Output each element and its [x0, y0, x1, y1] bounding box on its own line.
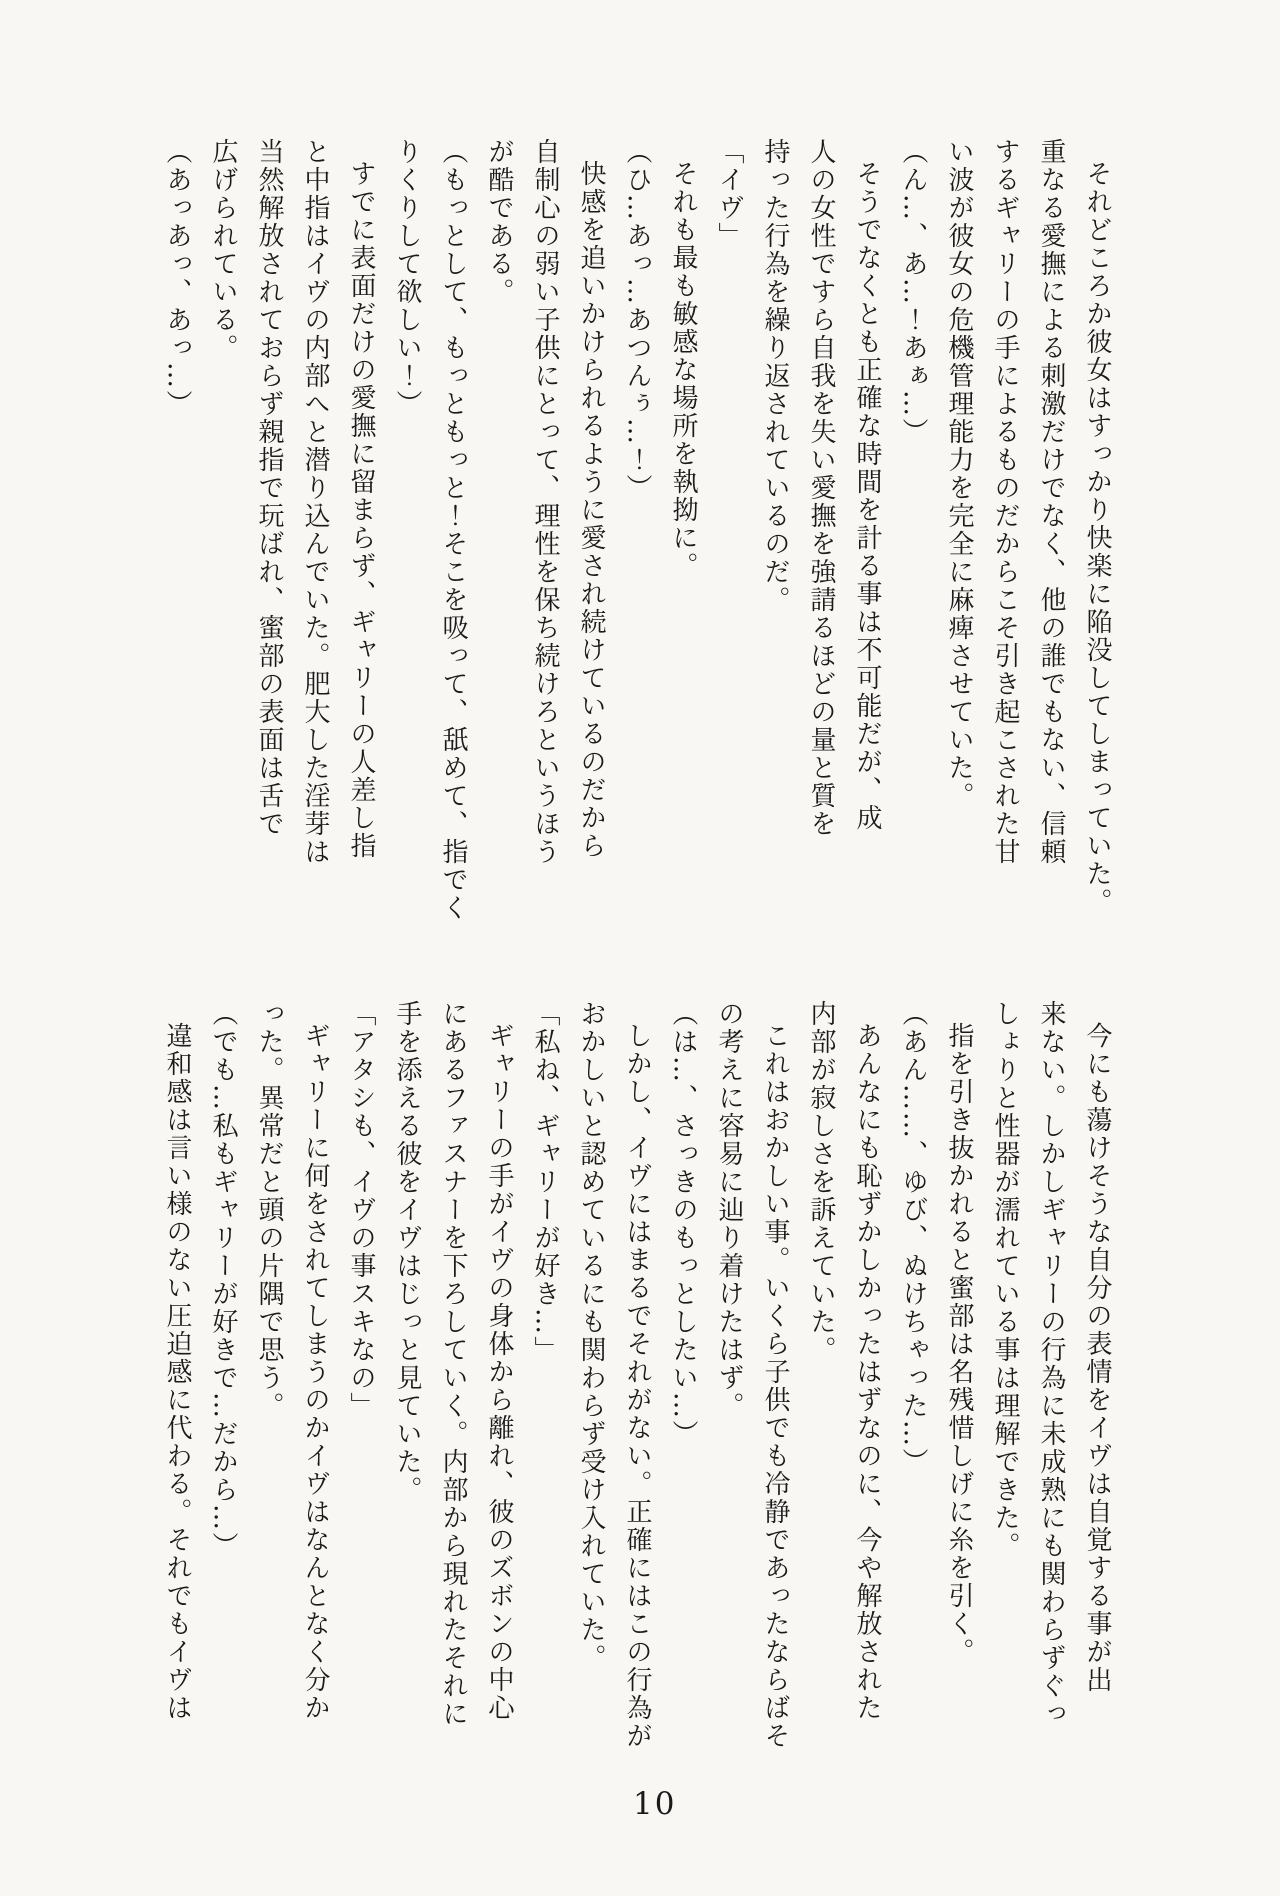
text-line: 今にも蕩けそうな自分の表情をイヴは自覚する事が出	[1082, 1022, 1112, 1694]
text-line: 内部が寂しさを訴えていた。	[806, 1000, 836, 1364]
text-line: しかし、イヴにはまるでそれがない。正確にはこの行為が	[622, 1022, 652, 1750]
text-line: ギャリーに何をされてしまうのかイヴはなんとなく分か	[300, 1022, 330, 1722]
text-line: 「私ね、ギャリーが好き…」	[530, 1000, 560, 1364]
text-line: あんなにも恥ずかしかったはずなのに、今や解放された	[852, 1022, 882, 1722]
text-line: （ん…、あ…！あぁ…）	[898, 138, 928, 446]
text-line: の考えに容易に辿り着けたはず。	[714, 1000, 744, 1420]
text-line: これはおかしい事。いくら子供でも冷静であったならばそ	[760, 1022, 790, 1750]
text-line: 「イヴ」	[714, 138, 744, 250]
text-line: った。異常だと頭の片隅で思う。	[254, 1000, 284, 1420]
bottom-text-block	[154, 1000, 1120, 1762]
text-line: （もっとして、もっともっと！そこを吸って、舐めて、指でく	[438, 138, 468, 922]
text-line: い波が彼女の危機管理能力を完全に麻痺させていた。	[944, 138, 974, 810]
top-text-block	[154, 138, 1120, 944]
text-line: おかしいと認めているにも関わらず受け入れていた。	[576, 1000, 606, 1672]
text-line: 手を添える彼をイヴはじっと見ていた。	[392, 1000, 422, 1504]
text-line: にあるファスナーを下ろしていく。内部から現れたそれに	[438, 1000, 468, 1728]
text-line: それも最も敏感な場所を執拗に。	[668, 160, 698, 580]
text-line: 快感を追いかけられるように愛され続けているのだから	[576, 160, 606, 860]
text-line: しょりと性器が濡れている事は理解できた。	[990, 1000, 1020, 1560]
text-line: 人の女性ですら自我を失い愛撫を強請るほどの量と質を	[806, 138, 836, 838]
text-line: 違和感は言い様のない圧迫感に代わる。それでもイヴは	[162, 1022, 192, 1722]
text-line: 「アタシも、イヴの事スキなの」	[346, 1000, 376, 1420]
text-line: それどころか彼女はすっかり快楽に陥没してしまっていた。	[1082, 160, 1112, 916]
text-line: 持った行為を繰り返されているのだ。	[760, 138, 790, 614]
text-line: りくりして欲しい！）	[392, 138, 422, 418]
text-line: （でも…私もギャリーが好きで…だから…）	[208, 1000, 238, 1560]
text-line: （ひ…あっ…あつんぅ…！）	[622, 138, 652, 502]
text-line: （は…、さっきのもっとしたい…）	[668, 1000, 698, 1448]
text-line: すでに表面だけの愛撫に留まらず、ギャリーの人差し指	[346, 160, 376, 860]
text-line: 自制心の弱い子供にとって、理性を保ち続けろというほう	[530, 138, 560, 866]
text-line: 当然解放されておらず親指で玩ばれ、蜜部の表面は舌で	[254, 138, 284, 838]
text-line: が酷である。	[484, 138, 514, 306]
text-line: そうでなくとも正確な時間を計る事は不可能だが、成	[852, 160, 882, 832]
text-line: するギャリーの手によるものだからこそ引き起こされた甘	[990, 138, 1020, 866]
text-line: （あっあっ、あっ…）	[162, 138, 192, 418]
page-number: 10	[633, 1786, 677, 1822]
text-line: 重なる愛撫による刺激だけでなく、他の誰でもない、信頼	[1036, 138, 1066, 866]
text-line: （あん……、ゆび、ぬけちゃった…）	[898, 1000, 928, 1476]
text-line: と中指はイヴの内部へと潜り込んでいた。肥大した淫芽は	[300, 138, 330, 866]
text-line: 指を引き抜かれると蜜部は名残惜しげに糸を引く。	[944, 1022, 974, 1666]
text-line: 来ない。しかしギャリーの行為に未成熟にも関わらずぐっ	[1036, 1000, 1066, 1728]
text-line: ギャリーの手がイヴの身体から離れ、彼のズボンの中心	[484, 1022, 514, 1722]
text-line: 広げられている。	[208, 138, 238, 362]
